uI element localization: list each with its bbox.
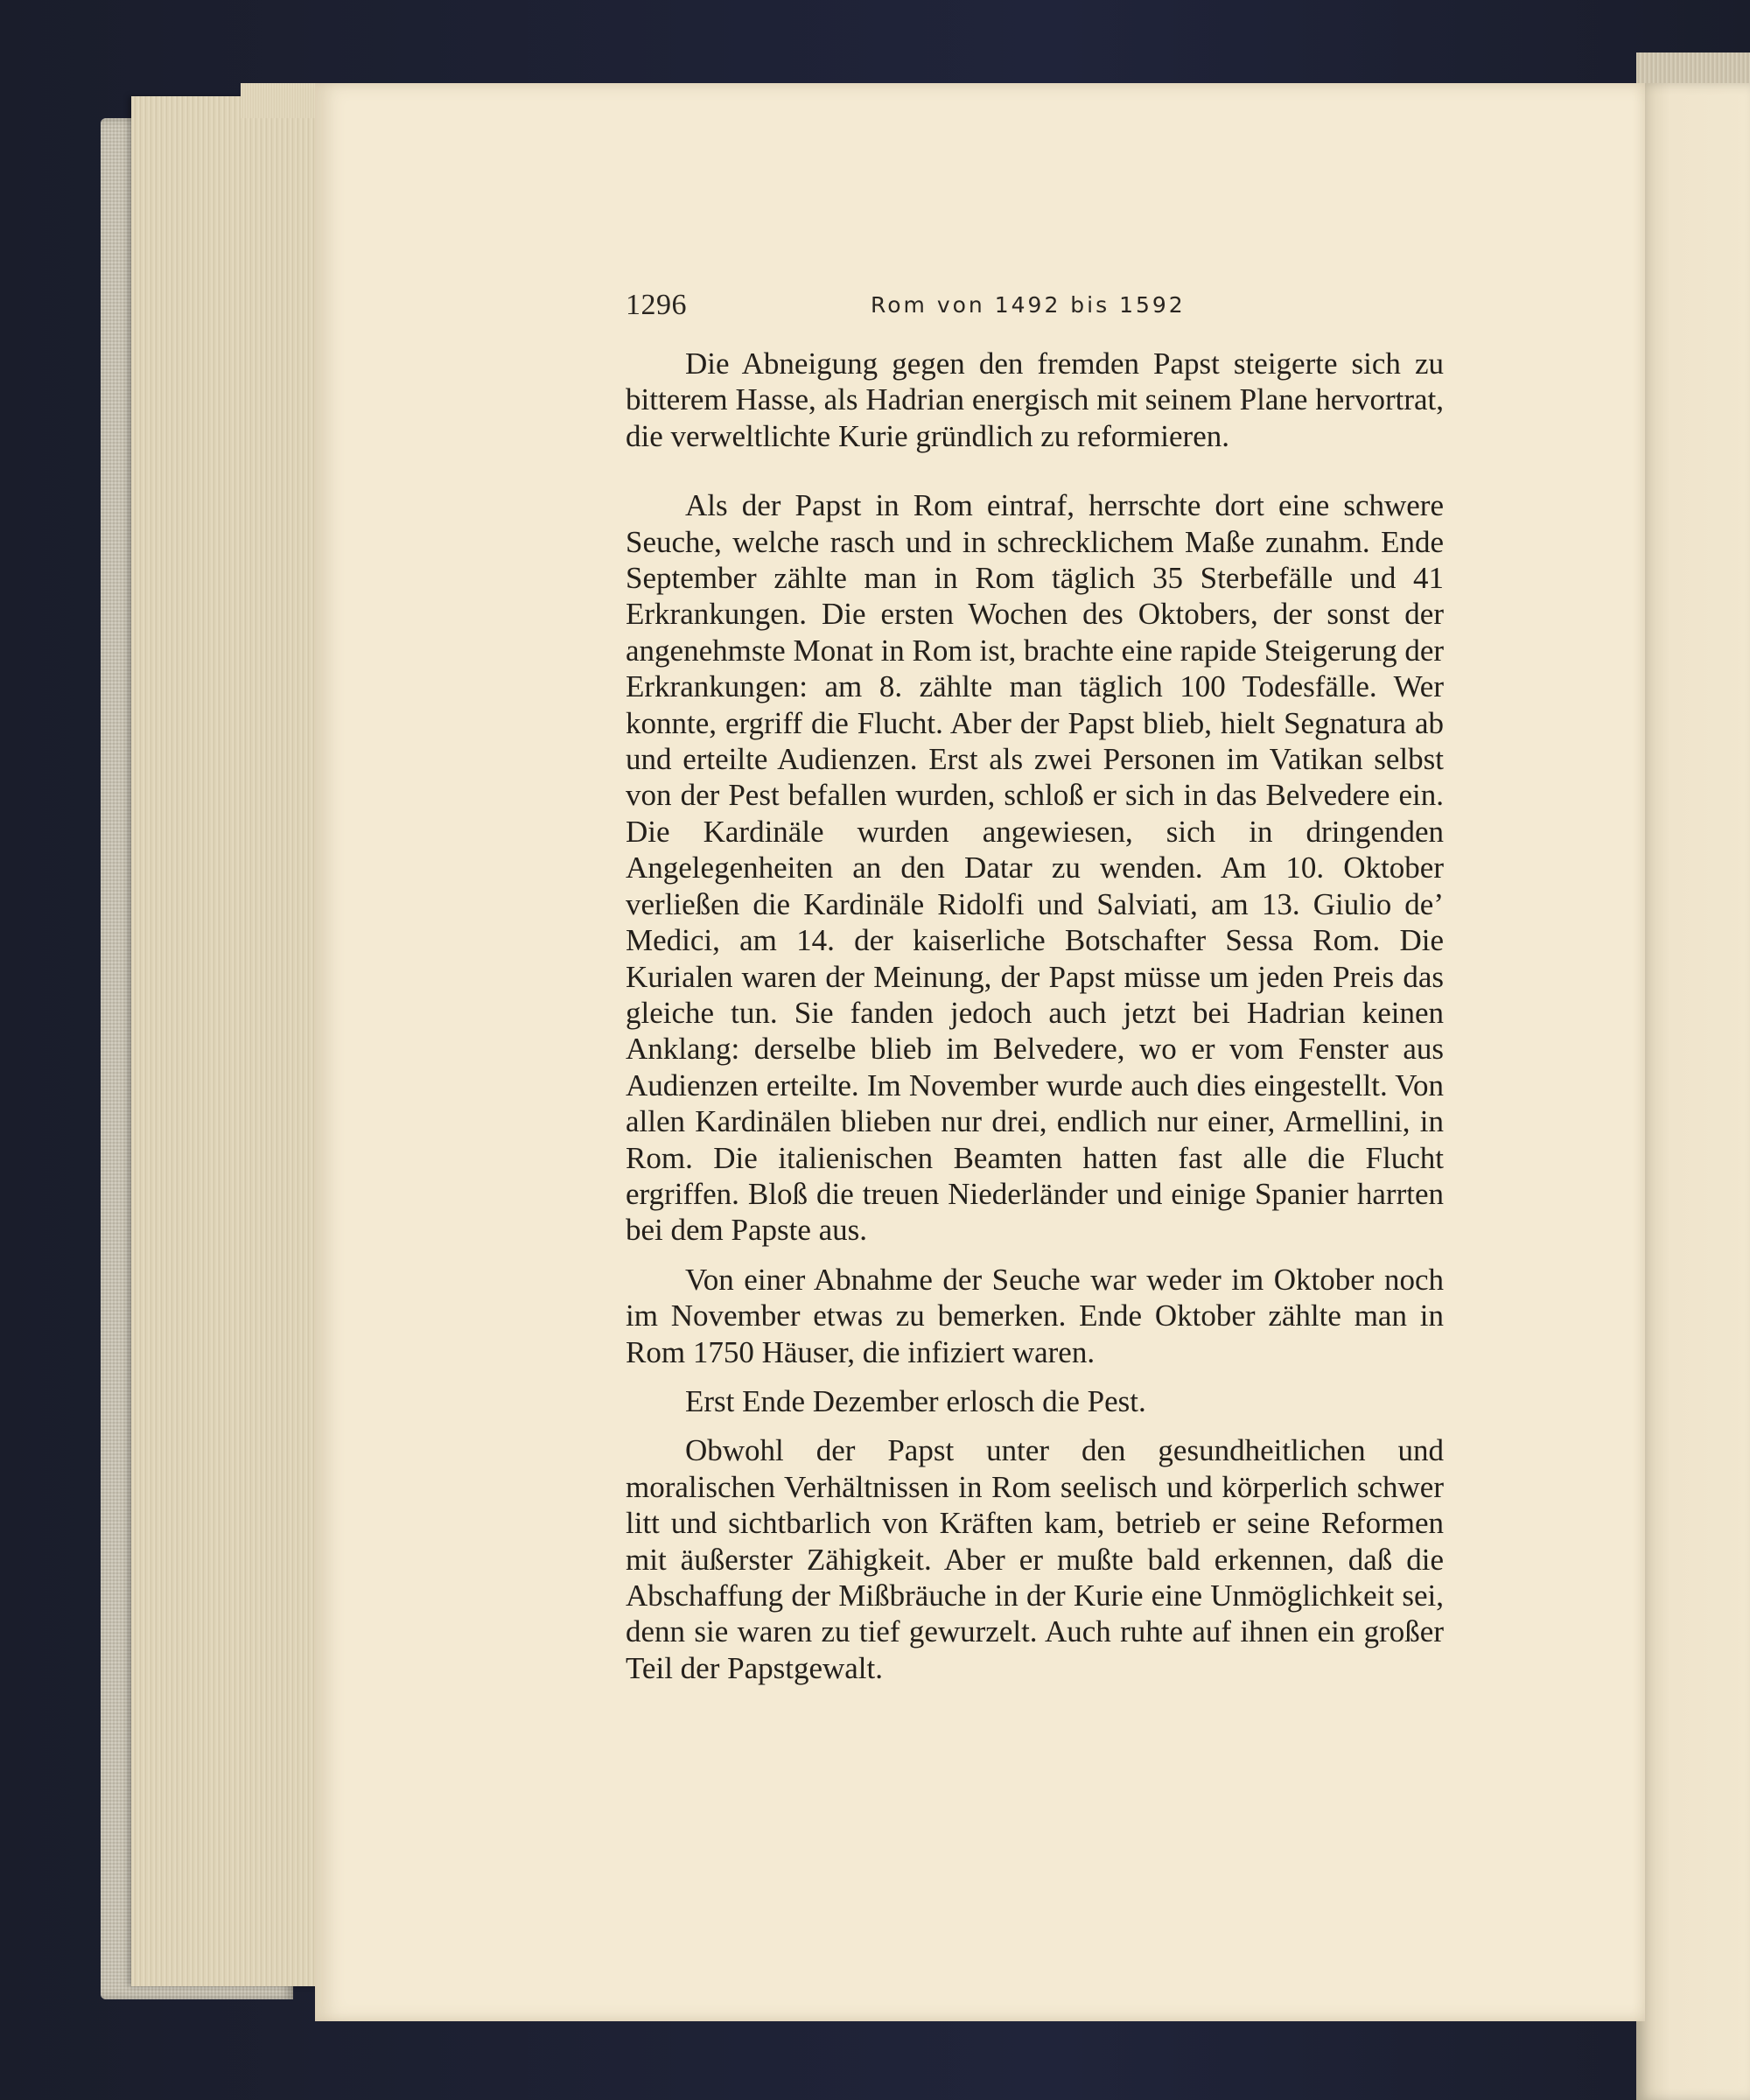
next-page-edges-top xyxy=(1636,52,1750,88)
paragraph-2: Als der Papst in Rom eintraf, herrschte dort eine schwere Seuche, welche rasch und in schrecklichem Maße zunahm. Ende September zählte man in Rom täglich 35 Sterbefälle und 41 Erkrankungen. Die ersten Wochen des Oktobers, der sonst der angenehmste Monat in Rom ist, brachte eine rapide Steigerung der Erkrankungen: am 8. zählte man täglich 100 Todesfälle. Wer konnte, ergriff die Flucht. Aber der Papst blieb, hielt Segnatura ab und erteilte Audienzen. Erst als zwei Personen im Vatikan selbst von der Pest befallen wurden, schloß er sich in das Belvedere ein. Die Kardinäle wurden angewiesen, sich in dringenden Angelegenheiten an den Datar zu wenden. Am 10. Oktober verließen die Kardinäle Ridolfi und Salviati, am 13. Giulio de’ Medici, am 14. der kaiserliche Botschafter Sessa Rom. Die Kurialen waren der Meinung, der Papst müsse um jeden Preis das gleiche tun. Sie fanden jedoch auch jetzt bei Hadrian keinen Anklang: derselbe blieb im Belvedere, wo er vom Fenster aus Audienzen erteilte. Im November wurde auch dies eingestellt. Von allen Kardinälen blieben nur drei, endlich nur einer, Armellini, in Rom. Die italienischen Beamten hatten fast alle die Flucht ergriffen. Bloß die treuen Niederländer und einige Spanier harrten bei dem Papste aus. xyxy=(626,488,1445,1248)
paragraph-5: Obwohl der Papst unter den gesundheitlichen und moralischen Verhältnissen in Rom seelisch und körperlich schwer litt und sichtbarlich von Kräften kam, betrieb er seine Reformen mit äußerster Zähigkeit. Aber er mußte bald erkennen, daß die Abschaffung der Mißbräuche in der Kurie eine Unmöglichkeit sei, denn sie waren zu tief gewurzelt. Auch ruhte auf ihnen ein großer Teil der Papstgewalt. xyxy=(626,1433,1444,1685)
paragraph-4: Erst Ende Dezember erlosch die Pest. xyxy=(685,1383,1146,1418)
page-header xyxy=(626,289,1194,332)
page-number: 1296 xyxy=(626,289,687,321)
paragraph-1: Die Abneigung gegen den fremden Papst steigerte sich zu bitterem Hasse, als Hadrian energisch mit seinem Plane hervortrat, die verweltlichte Kurie gründlich zu reformieren. xyxy=(626,346,1444,453)
facing-page-edge xyxy=(1636,83,1750,2100)
paragraph-3: Von einer Abnahme der Seuche war weder im Oktober noch im November etwas zu bemerken. Ende Oktober zählte man in Rom 1750 Häuser, die infiziert waren. xyxy=(626,1262,1444,1369)
page-edges xyxy=(131,96,332,1986)
body-text xyxy=(626,346,1444,1686)
running-head: Rom von 1492 bis 1592 xyxy=(871,292,1186,318)
